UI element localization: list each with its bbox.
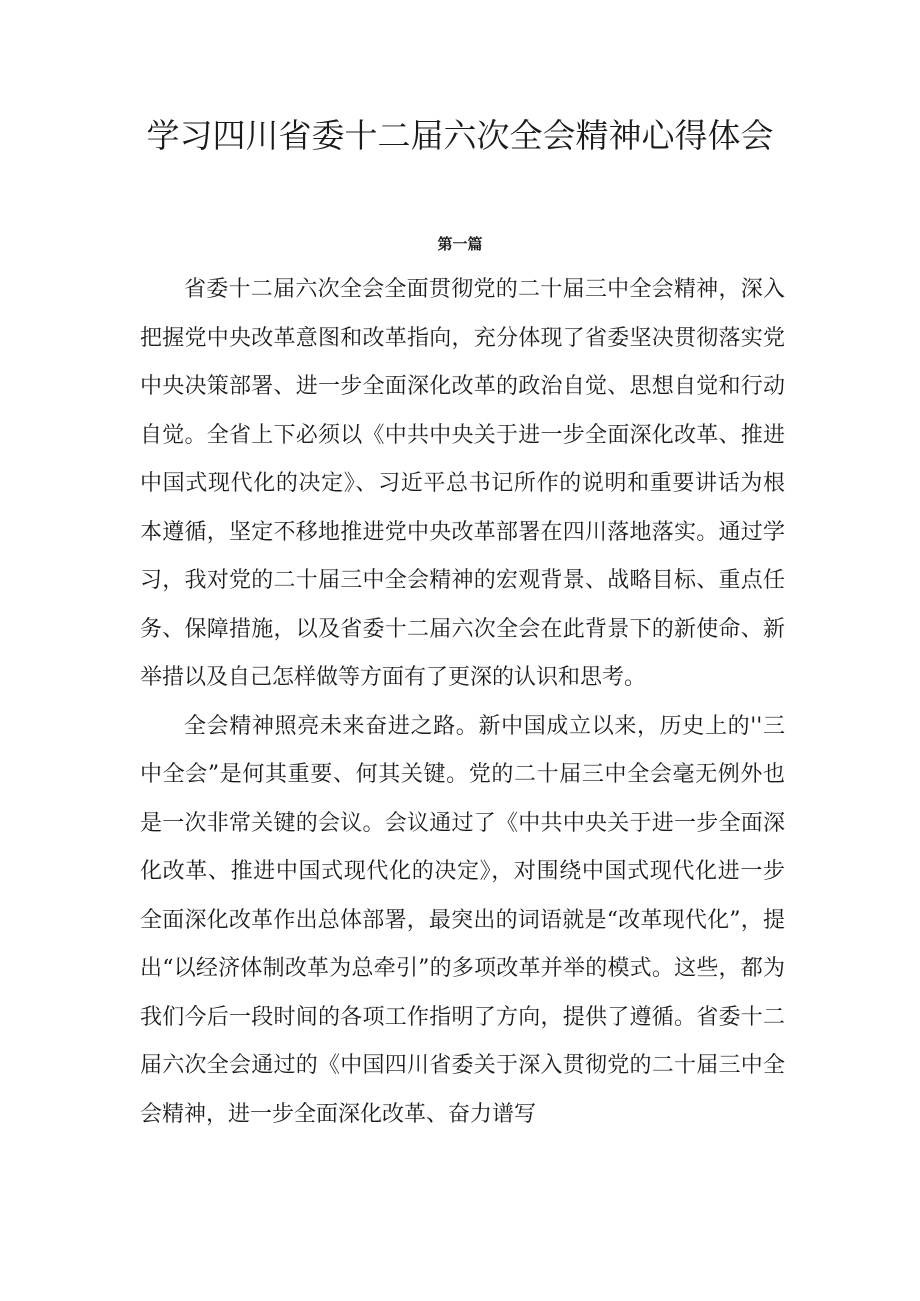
document-title: 学习四川省委十二届六次全会精神心得体会 [146,116,774,155]
section-label: 第一篇 [437,235,483,253]
paragraph: 省委十二届六次全会全面贯彻党的二十届三中全会精神，深入把握党中央改革意图和改革指向，充分体现了省委坚决贯彻落实党中央决策部署、进一步全面深化改革的政治自觉、思想自觉和行动自觉。全省上下必须以《中共中央关于进一步全面深化改革、推进中国式现代化的决定》、习近平总书记所作的说明和重要讲话为根本遵循，坚定不移地推进党中央改革部署在四川落地落实。通过学习，我对党的二十届三中全会精神的宏观背景、战略目标、重点任务、保障措施，以及省委十二届六次全会在此背景下的新使命、新举措以及自己怎样做等方面有了更深的认识和思考。 [140,277,785,690]
paragraph: 全会精神照亮未来奋进之路。新中国成立以来，历史上的''三中全会”是何其重要、何其关键。党的二十届三中全会毫无例外也是一次非常关键的会议。会议通过了《中共中央关于进一步全面深化改革、推进中国式现代化的决定》，对围绕中国式现代化进一步全面深化改革作出总体部署，最突出的词语就是“改革现代化”，提出“以经济体制改革为总牵引”的多项改革并举的模式。这些，都为我们今后一段时间的各项工作指明了方向，提供了遵循。省委十二届六次全会通过的《中国四川省委关于深入贯彻党的二十届三中全会精神，进一步全面深化改革、奋力谱写 [140,713,785,1127]
document-body [140,266,785,1139]
